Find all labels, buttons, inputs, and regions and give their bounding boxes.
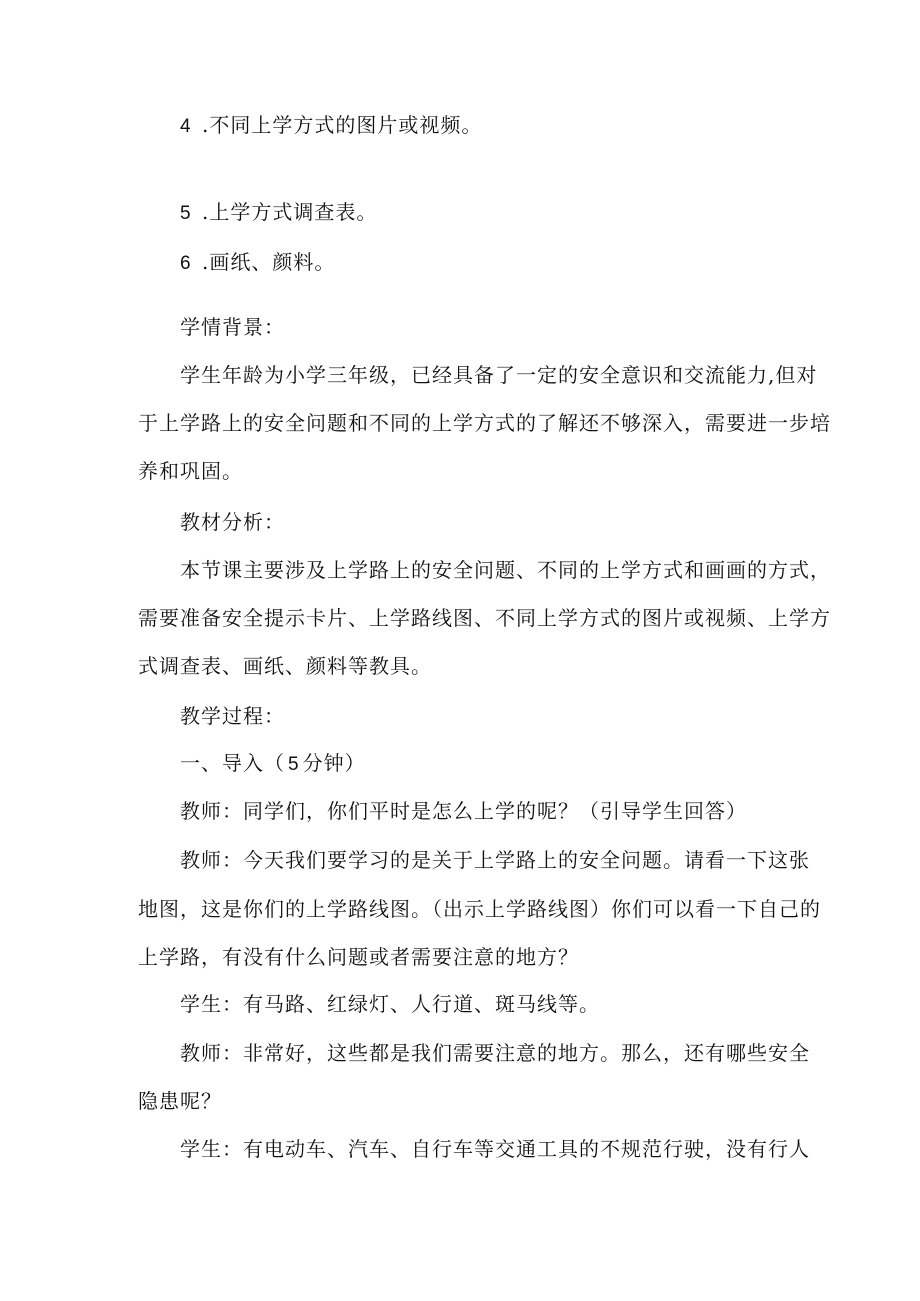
dialogue-line: 学生：有电动车、汽车、自行车等交通工具的不规范行驶，没有行人 (180, 1137, 810, 1161)
list-text: .上学方式调查表。 (202, 200, 378, 224)
paragraph-line: 养和巩固。 (138, 459, 243, 483)
paragraph-line: 式调查表、画纸、颜料等教具。 (138, 654, 432, 678)
paragraph-line: 学生年龄为小学三年级，已经具备了一定的安全意识和交流能力,但对 (180, 363, 818, 387)
subsection-prefix: 一、导入（ (180, 751, 285, 775)
list-number: 4 (180, 116, 192, 137)
list-text: .不同上学方式的图片或视频。 (202, 113, 483, 137)
dialogue-line: 教师：同学们，你们平时是怎么上学的呢？（引导学生回答） (180, 799, 747, 823)
dialogue-line: 学生：有马路、红绿灯、人行道、斑马线等。 (180, 992, 600, 1016)
material-item-4 (180, 112, 482, 140)
section-heading-process: 教学过程： (180, 704, 285, 728)
dialogue-line: 上学路，有没有什么问题或者需要注意的地方？ (138, 945, 579, 969)
subsection-minutes: 5 (288, 754, 300, 775)
paragraph-line: 于上学路上的安全问题和不同的上学方式的了解还不够深入，需要进一步培 (138, 411, 831, 435)
section-heading-analysis: 教材分析： (180, 510, 285, 534)
dialogue-line: 教师：非常好，这些都是我们需要注意的地方。那么，还有哪些安全 (180, 1041, 810, 1065)
material-item-6 (180, 249, 335, 277)
material-item-5 (180, 199, 377, 227)
dialogue-line: 隐患呢？ (138, 1089, 222, 1113)
paragraph-line: 本节课主要涉及上学路上的安全问题、不同的上学方式和画画的方式， (180, 558, 831, 582)
section-heading-background: 学情背景： (180, 315, 285, 339)
dialogue-line: 地图，这是你们的上学路线图。（出示上学路线图）你们可以看一下自己的 (138, 897, 821, 921)
paragraph-line: 需要准备安全提示卡片、上学路线图、不同上学方式的图片或视频、上学方 (138, 606, 831, 630)
subsection-suffix: 分钟） (302, 751, 366, 775)
list-text: .画纸、颜料。 (202, 250, 336, 274)
list-number: 5 (180, 203, 192, 224)
list-number: 6 (180, 253, 192, 274)
dialogue-line: 教师：今天我们要学习的是关于上学路上的安全问题。请看一下这张 (180, 848, 810, 872)
subsection-heading-intro (180, 750, 366, 778)
